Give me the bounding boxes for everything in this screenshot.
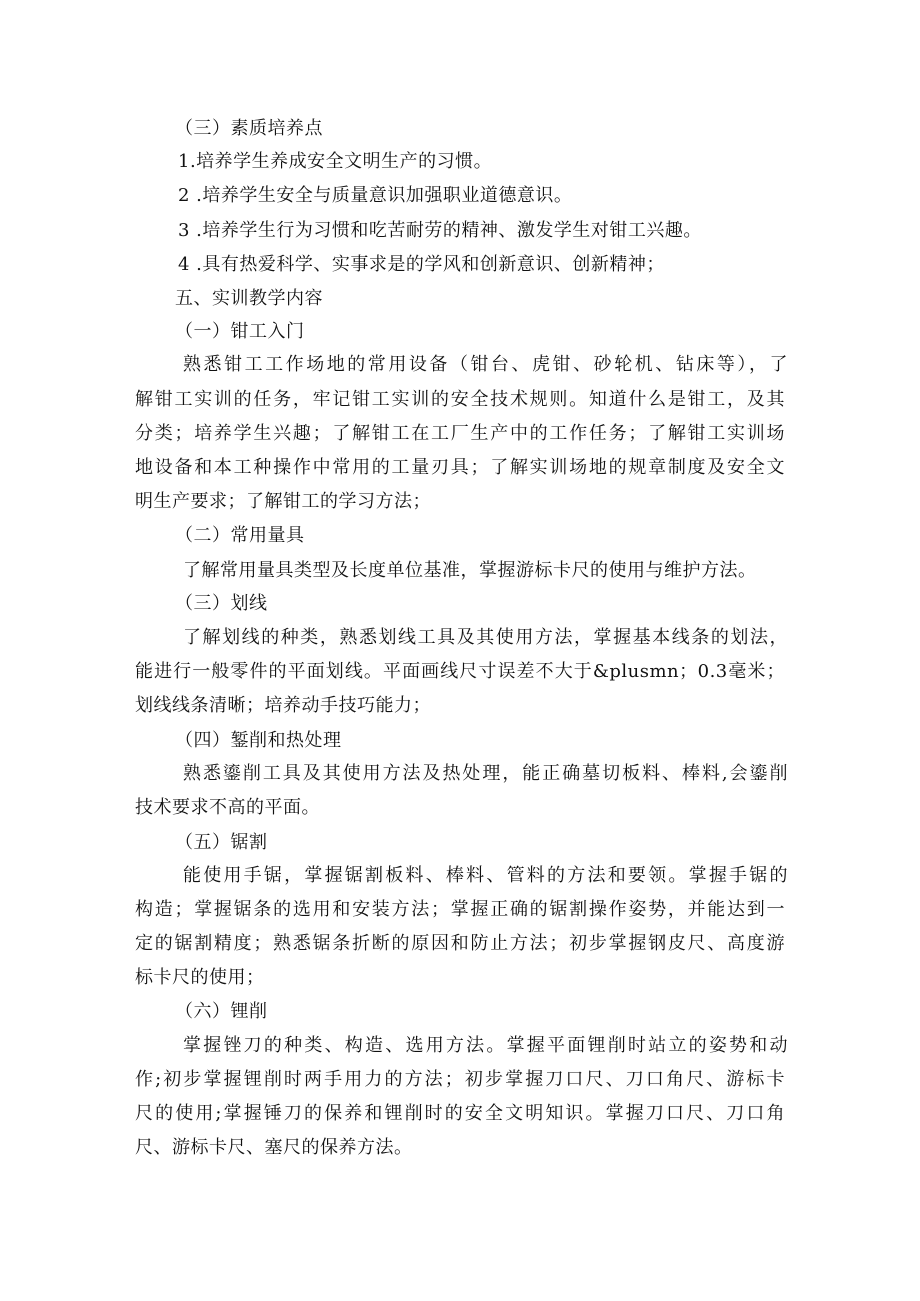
- body-line: 能进行一般零件的平面划线。平面画线尺寸误差不大于&plusmn；0.3毫米；: [135, 661, 785, 682]
- section-heading-chiseling: （四）錾削和热处理: [175, 730, 342, 751]
- section-heading-intro: （一）钳工入门: [175, 321, 305, 342]
- body-line: 尺的使用;掌握锤刀的保养和锂削时的安全文明知识。掌握刀口尺、刀口角: [135, 1103, 785, 1124]
- body-line: 解钳工实训的任务，牢记钳工实训的安全技术规则。知道什么是钳工，及其: [135, 389, 785, 410]
- list-item-1: 1.培养学生养成安全文明生产的习惯。: [178, 151, 493, 172]
- chapter-heading-training-content: 五、实训教学内容: [175, 288, 323, 309]
- body-line: 技术要求不高的平面。: [135, 797, 320, 818]
- body-line: 了解常用量具类型及长度单位基准，掌握游标卡尺的使用与维护方法。: [183, 560, 757, 581]
- body-line: 能使用手锯，掌握锯割板料、棒料、管料的方法和要领。掌握手锯的: [183, 865, 788, 886]
- section-heading-sawing: （五）锯割: [175, 832, 268, 853]
- body-line: 掌握锉刀的种类、构造、选用方法。掌握平面锂削时站立的姿势和动: [183, 1035, 788, 1056]
- body-line: 明生产要求；了解钳工的学习方法；: [135, 491, 431, 512]
- body-line: 构造；掌握锯条的选用和安装方法；掌握正确的锯割操作姿势，并能达到一: [135, 899, 785, 920]
- body-line: 尺、游标卡尺、塞尺的保养方法。: [135, 1137, 413, 1158]
- list-item-4: 4 .具有热爱科学、实事求是的学风和创新意识、创新精神；: [178, 254, 665, 275]
- body-line: 标卡尺的使用；: [135, 967, 265, 988]
- body-line: 了解划线的种类，熟悉划线工具及其使用方法，掌握基本线条的划法，: [183, 627, 788, 648]
- list-item-3: 3 .培养学生行为习惯和吃苦耐劳的精神、激发学生对钳工兴趣。: [178, 220, 702, 241]
- section-heading-filing: （六）锂削: [175, 1001, 268, 1022]
- body-line: 分类；培养学生兴趣；了解钳工在工厂生产中的工作任务；了解钳工实训场: [135, 423, 785, 444]
- body-line: 地设备和本工种操作中常用的工量刃具；了解实训场地的规章制度及安全文: [135, 457, 785, 478]
- section-heading-marking: （三）划线: [175, 593, 268, 614]
- body-line: 熟悉鎏削工具及其使用方法及热处理，能正确墓切板料、棒料,会鎏削: [183, 763, 788, 784]
- body-line: 划线线条清晰；培养动手技巧能力；: [135, 695, 431, 716]
- section-heading-quality: （三）素质培养点: [175, 118, 323, 139]
- body-line: 定的锯割精度；熟悉锯条折断的原因和防止方法；初步掌握钢皮尺、高度游: [135, 933, 785, 954]
- list-item-2: 2 .培养学生安全与质量意识加强职业道德意识。: [178, 185, 573, 206]
- body-line: 熟悉钳工工作场地的常用设备（钳台、虎钳、砂轮机、钻床等），了: [183, 354, 788, 375]
- body-line: 作;初步掌握锂削时两手用力的方法；初步掌握刀口尺、刀口角尺、游标卡: [135, 1069, 785, 1090]
- section-heading-measuring-tools: （二）常用量具: [175, 525, 305, 546]
